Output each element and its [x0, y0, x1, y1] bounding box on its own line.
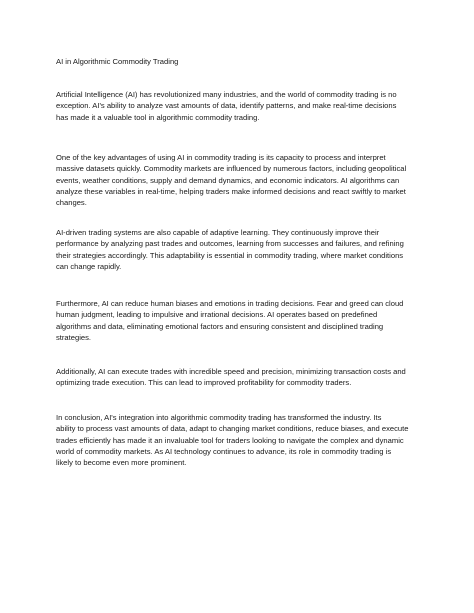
text-line: Furthermore, AI can reduce human biases and emotions in trading decisions. Fear and greed can cloud — [56, 299, 404, 308]
text-line: optimizing trade execution. This can lead to improved profitability for commodity traders. — [56, 378, 352, 388]
text-line: Artificial Intelligence (AI) has revolutionized many industries, and the world of commodity trading is no — [56, 90, 397, 99]
text-line: One of the key advantages of using AI in commodity trading is its capacity to process and interpret — [56, 153, 386, 162]
text-line: events, weather conditions, supply and demand dynamics, and economic indicators. AI algorithms can — [56, 175, 400, 185]
text-line: has made it a valuable tool in algorithmic commodity trading. — [56, 112, 260, 122]
text-line: exception. AI's ability to analyze vast amounts of data, identify patterns, and make real-time decisions — [56, 101, 397, 111]
text-line: their strategies accordingly. This adaptability is essential in commodity trading, where market conditions — [56, 250, 404, 260]
text-line: human judgment, leading to impulsive and irrational decisions. AI operates based on predefined — [56, 310, 378, 320]
paragraph-data-processing — [56, 152, 426, 208]
text-line: can change rapidly. — [56, 261, 122, 271]
text-line: likely to become even more prominent. — [56, 458, 187, 468]
text-line: trades efficiently has made it an invaluable tool for traders looking to navigate the complex and dynamic — [56, 435, 404, 445]
text-line: changes. — [56, 198, 87, 208]
paragraph-adaptive-learning — [56, 227, 426, 272]
text-line: AI-driven trading systems are also capable of adaptive learning. They continuously improve their — [56, 228, 380, 237]
text-line: performance by analyzing past trades and outcomes, learning from successes and failures, and refining — [56, 239, 404, 249]
text-line: Additionally, AI can execute trades with incredible speed and precision, minimizing transaction costs and — [56, 367, 406, 376]
text-line: analyze these variables in real-time, helping traders make informed decisions and react swiftly to market — [56, 186, 406, 196]
paragraph-human-biases — [56, 298, 426, 343]
text-line: In conclusion, AI's integration into algorithmic commodity trading has transformed the industry. Its — [56, 413, 382, 422]
paragraph-introduction — [56, 89, 426, 123]
paragraph-execution-speed — [56, 366, 426, 389]
paragraph-conclusion — [56, 412, 426, 468]
text-line: ability to process vast amounts of data, adapt to changing market conditions, reduce biases, and execute — [56, 424, 409, 434]
text-line: world of commodity markets. As AI technology continues to advance, its role in commodity trading is — [56, 446, 392, 456]
text-line: massive datasets quickly. Commodity markets are influenced by numerous factors, including geopolitical — [56, 164, 407, 174]
text-line: algorithms and data, eliminating emotional factors and ensuring consistent and disciplined trading — [56, 321, 384, 331]
document-title: AI in Algorithmic Commodity Trading — [56, 57, 179, 66]
text-line: strategies. — [56, 332, 92, 342]
